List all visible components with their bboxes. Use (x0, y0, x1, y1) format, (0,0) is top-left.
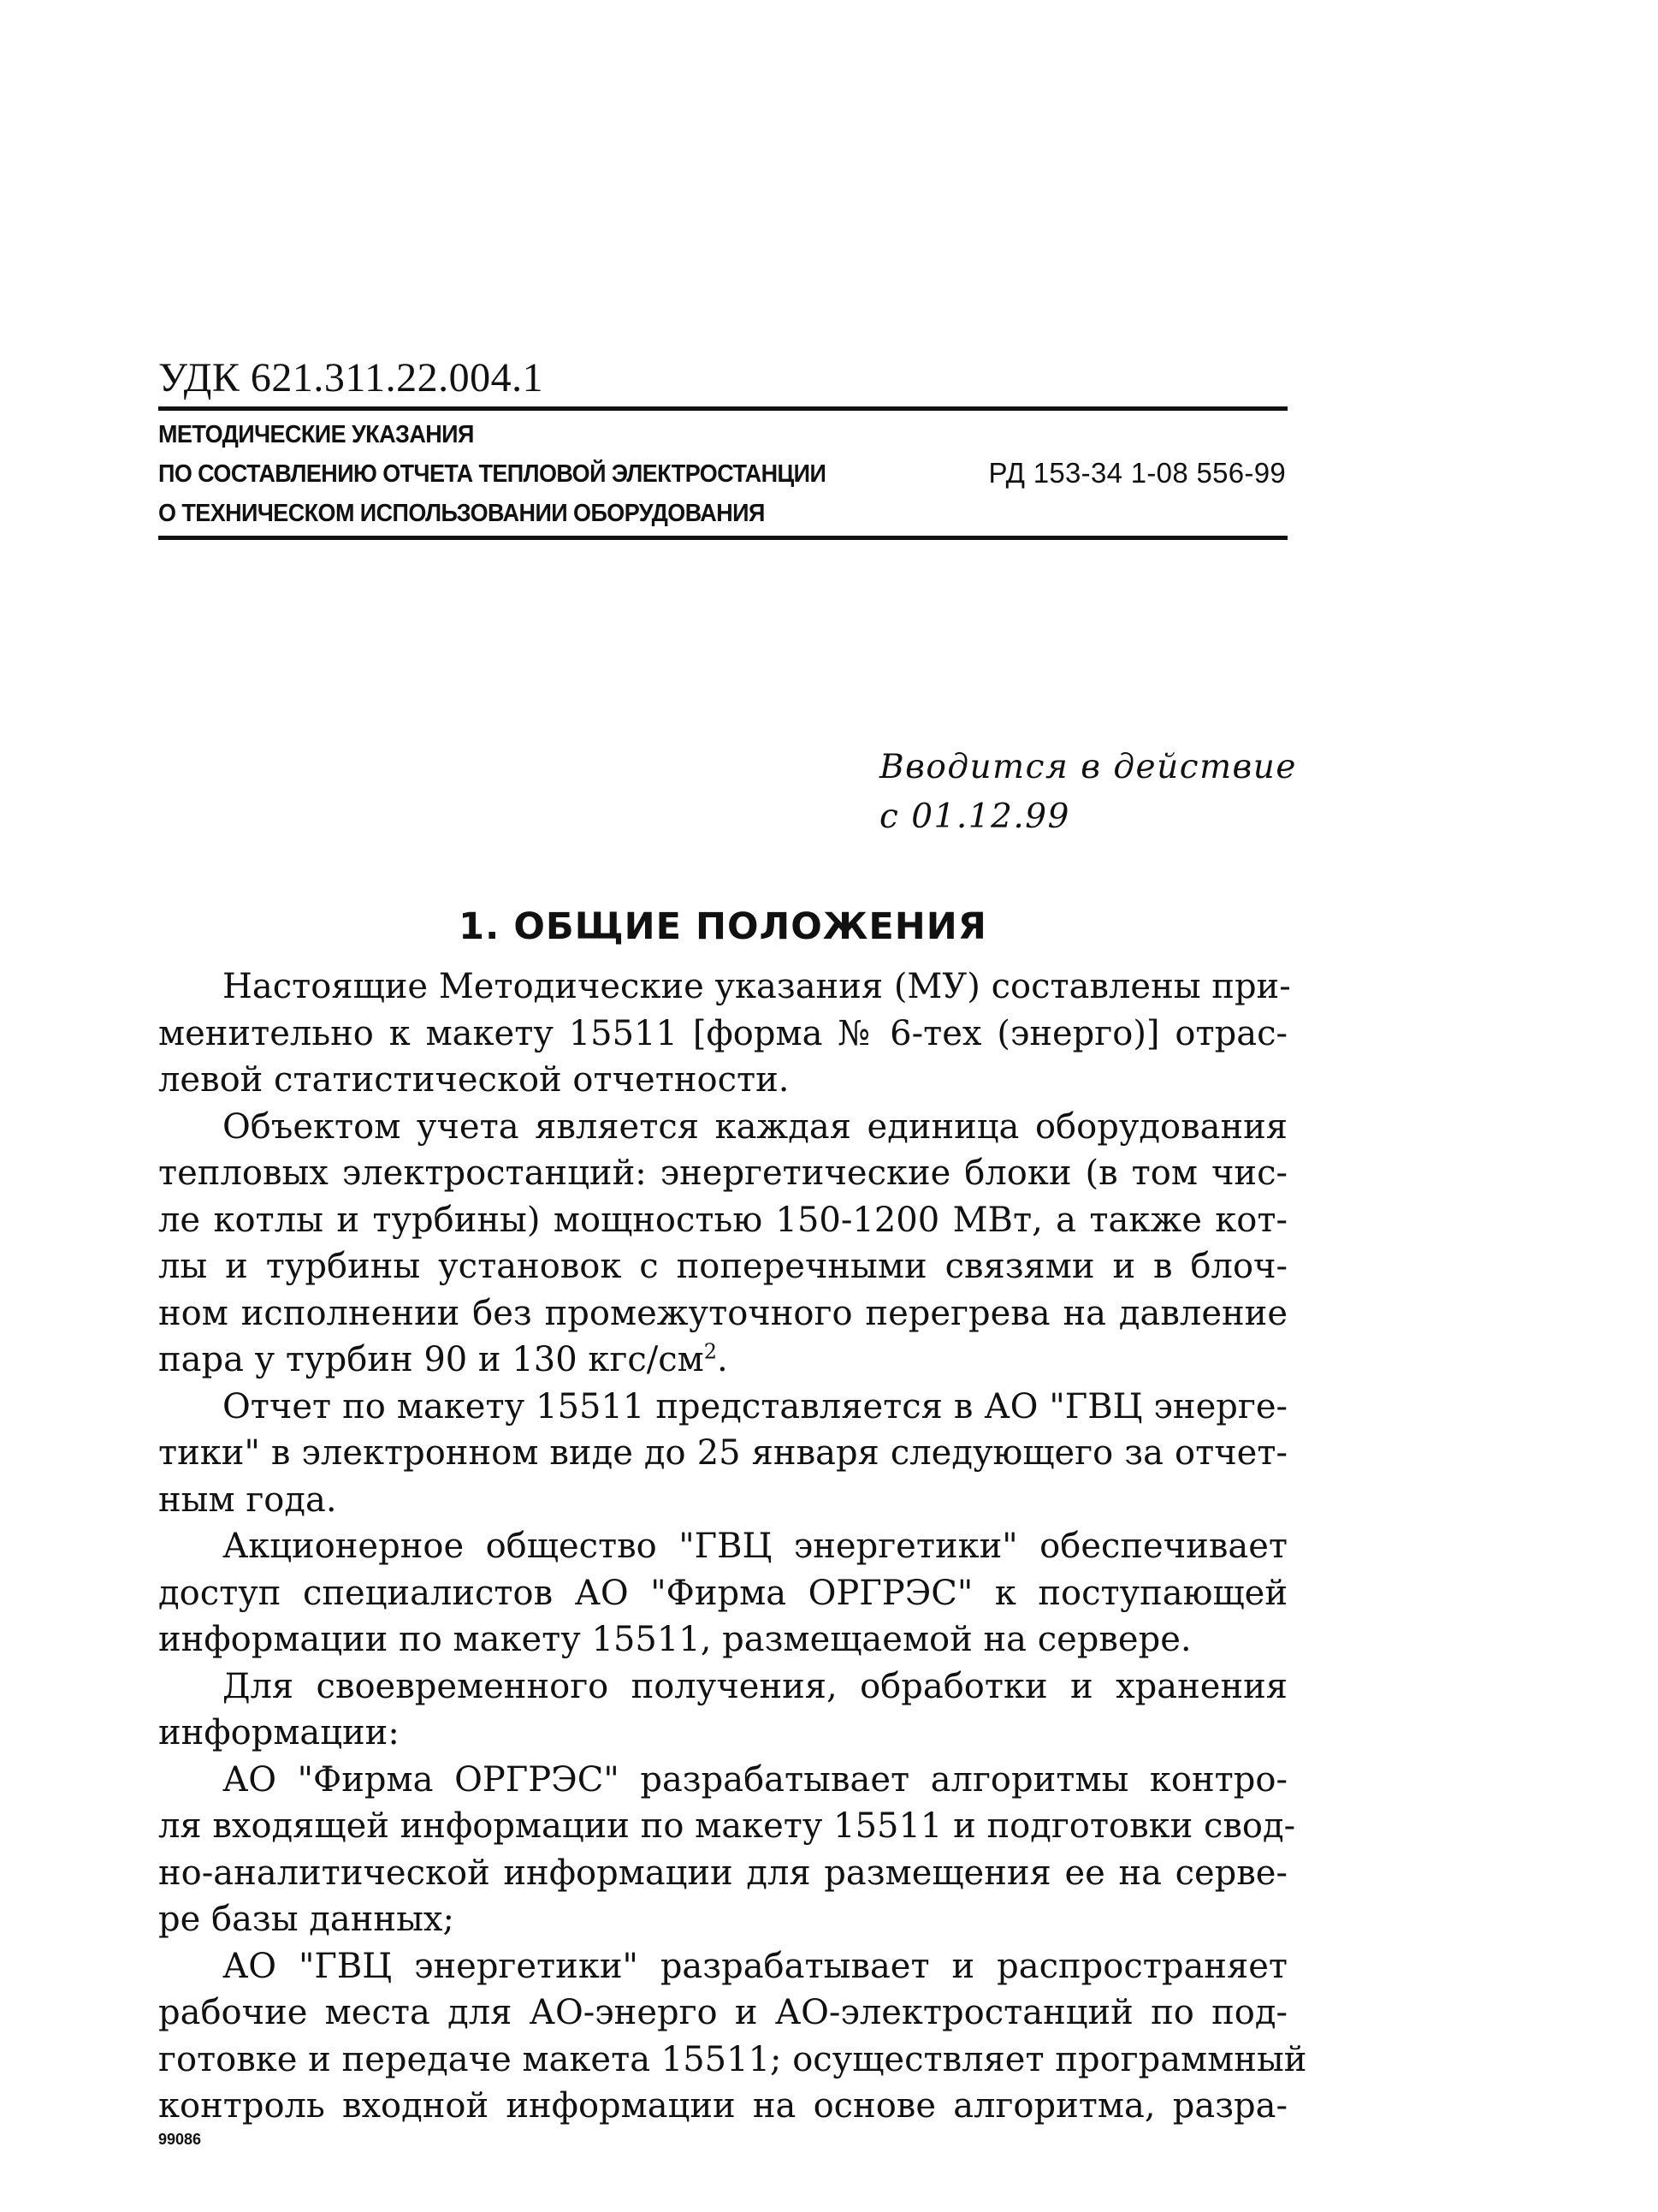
text-line: ле котлы и турбины) мощностью 150-1200 МВт, а также кот- (158, 1200, 1288, 1240)
text-line: ном исполнении без промежуточного перегрева на давление (158, 1293, 1288, 1333)
text-line: но-аналитической информации для размещения ее на серве- (158, 1853, 1288, 1893)
effective-date-note (879, 743, 1297, 842)
text-line (158, 1337, 1288, 1384)
effective-date: с 01.12.99 (879, 798, 1070, 836)
text-line: тепловых электростанций: энергетические блоки (в том чис- (158, 1153, 1288, 1193)
text-line: менительно к макету 15511 [форма № 6-тех (энерго)] отрас- (158, 1013, 1288, 1053)
document-title-line: МЕТОДИЧЕСКИЕ УКАЗАНИЯ (158, 421, 474, 448)
text-line: ре базы данных; (158, 1900, 454, 1939)
superscript-2: 2 (703, 1339, 717, 1364)
section-body (158, 964, 1307, 2130)
text-line: информации по макету 15511, размещаемой на сервере. (158, 1620, 1192, 1659)
text-line: АО "Фирма ОРГРЭС" разрабатывает алгоритмы контро- (222, 1759, 1288, 1800)
document-title-line: О ТЕХНИЧЕСКОМ ИСПОЛЬЗОВАНИИ ОБОРУДОВАНИЯ (158, 500, 765, 527)
text-line: рабочие места для АО-энерго и АО-электростанций по под- (158, 1993, 1288, 2032)
text-line: контроль входной информации на основе алгоритма, разра- (158, 2086, 1288, 2126)
text-line: Для своевременного получения, обработки и хранения (222, 1666, 1288, 1706)
text-line: левой статистической отчетности. (158, 1060, 790, 1100)
text-line: Акционерное общество "ГВЦ энергетики" обеспечивает (222, 1527, 1288, 1566)
text-line: ным года. (158, 1480, 337, 1520)
text-line: лы и турбины установок с поперечными связями и в блоч- (158, 1247, 1288, 1286)
document-code: РД 153-34 1-08 556-99 (988, 457, 1286, 489)
text-line: Настоящие Методические указания (МУ) составлены при- (222, 967, 1291, 1006)
text-line: АО "ГВЦ энергетики" разрабатывает и распространяет (222, 1946, 1288, 1986)
text-line: Отчет по макету 15511 представляется в АО "ГВЦ энерге- (222, 1386, 1288, 1426)
section-heading: 1. ОБЩИЕ ПОЛОЖЕНИЯ (459, 905, 987, 948)
page-code: 99086 (158, 2131, 202, 2148)
text-line: Объектом учета является каждая единица оборудования (222, 1106, 1288, 1147)
text-line: информации: (158, 1713, 400, 1752)
pressure-period: . (717, 1340, 728, 1379)
pressure-text: пара у турбин 90 и 130 кгс/см (158, 1340, 704, 1379)
text-line: тики" в электронном виде до 25 января следующего за отчет- (158, 1433, 1288, 1473)
effective-line: Вводится в действие (879, 748, 1297, 786)
text-line: доступ специалистов АО "Фирма ОРГРЭС" к поступающей (158, 1573, 1288, 1613)
document-title (158, 415, 826, 533)
header-rule-top (158, 406, 1288, 411)
text-line: готовке и передаче макета 15511; осуществляет программный (158, 2039, 1307, 2079)
text-line: ля входящей информации по макету 15511 и подготовки свод- (158, 1806, 1296, 1846)
document-title-line: ПО СОСТАВЛЕНИЮ ОТЧЕТА ТЕПЛОВОЙ ЭЛЕКТРОСТАНЦИИ (158, 460, 826, 488)
header-rule-bottom (158, 536, 1288, 540)
udk-code: УДК 621.311.22.004.1 (158, 355, 544, 400)
